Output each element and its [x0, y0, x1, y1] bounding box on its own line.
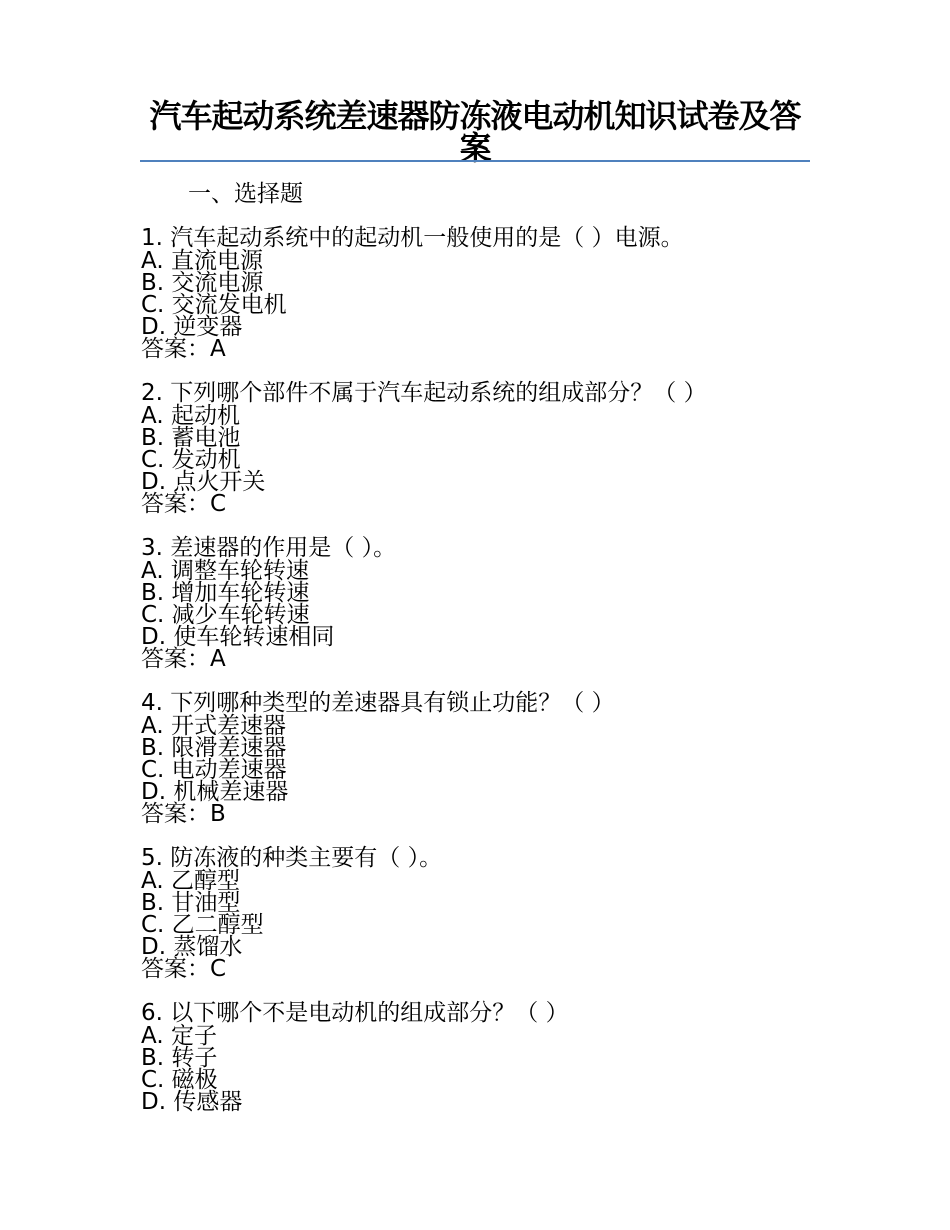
answer: 答案：A — [141, 646, 226, 672]
option-a: A. 调整车轮转速 — [141, 558, 309, 584]
option-c: C. 发动机 — [141, 447, 241, 473]
question-stem: 3. 差速器的作用是（ ）。 — [141, 535, 397, 561]
question-stem: 4. 下列哪种类型的差速器具有锁止功能？（ ） — [141, 690, 615, 716]
document-title: 汽车起动系统差速器防冻液电动机知识试卷及答案 — [149, 97, 801, 167]
answer: 答案：A — [141, 336, 226, 362]
question-list — [141, 226, 821, 1134]
question-stem: 5. 防冻液的种类主要有（ ）。 — [141, 845, 443, 871]
question-1 — [141, 226, 821, 360]
option-b: B. 转子 — [141, 1045, 218, 1071]
option-d: D. 使车轮转速相同 — [141, 624, 335, 650]
option-c: C. 减少车轮转速 — [141, 602, 310, 628]
option-a: A. 开式差速器 — [141, 713, 286, 739]
answer: 答案：C — [141, 956, 227, 982]
option-d: D. 蒸馏水 — [141, 934, 243, 960]
question-5 — [141, 846, 821, 980]
question-4 — [141, 691, 821, 825]
option-b: B. 蓄电池 — [141, 425, 241, 451]
answer: 答案：C — [141, 491, 227, 517]
option-c: C. 磁极 — [141, 1067, 218, 1093]
option-a: A. 定子 — [141, 1023, 217, 1049]
option-b: B. 增加车轮转速 — [141, 580, 310, 606]
option-d: D. 点火开关 — [141, 469, 266, 495]
section-heading: 一、选择题 — [188, 181, 303, 207]
option-b: B. 交流电源 — [141, 270, 264, 296]
question-stem: 6. 以下哪个不是电动机的组成部分？（ ） — [141, 1000, 569, 1026]
option-c: C. 乙二醇型 — [141, 912, 264, 938]
question-6 — [141, 1001, 821, 1113]
option-d: D. 传感器 — [141, 1089, 243, 1115]
question-stem: 2. 下列哪个部件不属于汽车起动系统的组成部分？（ ） — [141, 380, 707, 406]
option-b: B. 限滑差速器 — [141, 735, 287, 761]
option-a: A. 乙醇型 — [141, 868, 240, 894]
option-a: A. 直流电源 — [141, 248, 263, 274]
question-3 — [141, 536, 821, 670]
option-a: A. 起动机 — [141, 403, 240, 429]
question-stem: 1. 汽车起动系统中的起动机一般使用的是（ ）电源。 — [141, 225, 684, 251]
title-underline — [140, 160, 810, 162]
option-c: C. 电动差速器 — [141, 757, 287, 783]
question-2 — [141, 381, 821, 515]
option-b: B. 甘油型 — [141, 890, 241, 916]
answer: 答案：B — [141, 801, 226, 827]
option-c: C. 交流发电机 — [141, 292, 287, 318]
option-d: D. 机械差速器 — [141, 779, 289, 805]
option-d: D. 逆变器 — [141, 314, 243, 340]
